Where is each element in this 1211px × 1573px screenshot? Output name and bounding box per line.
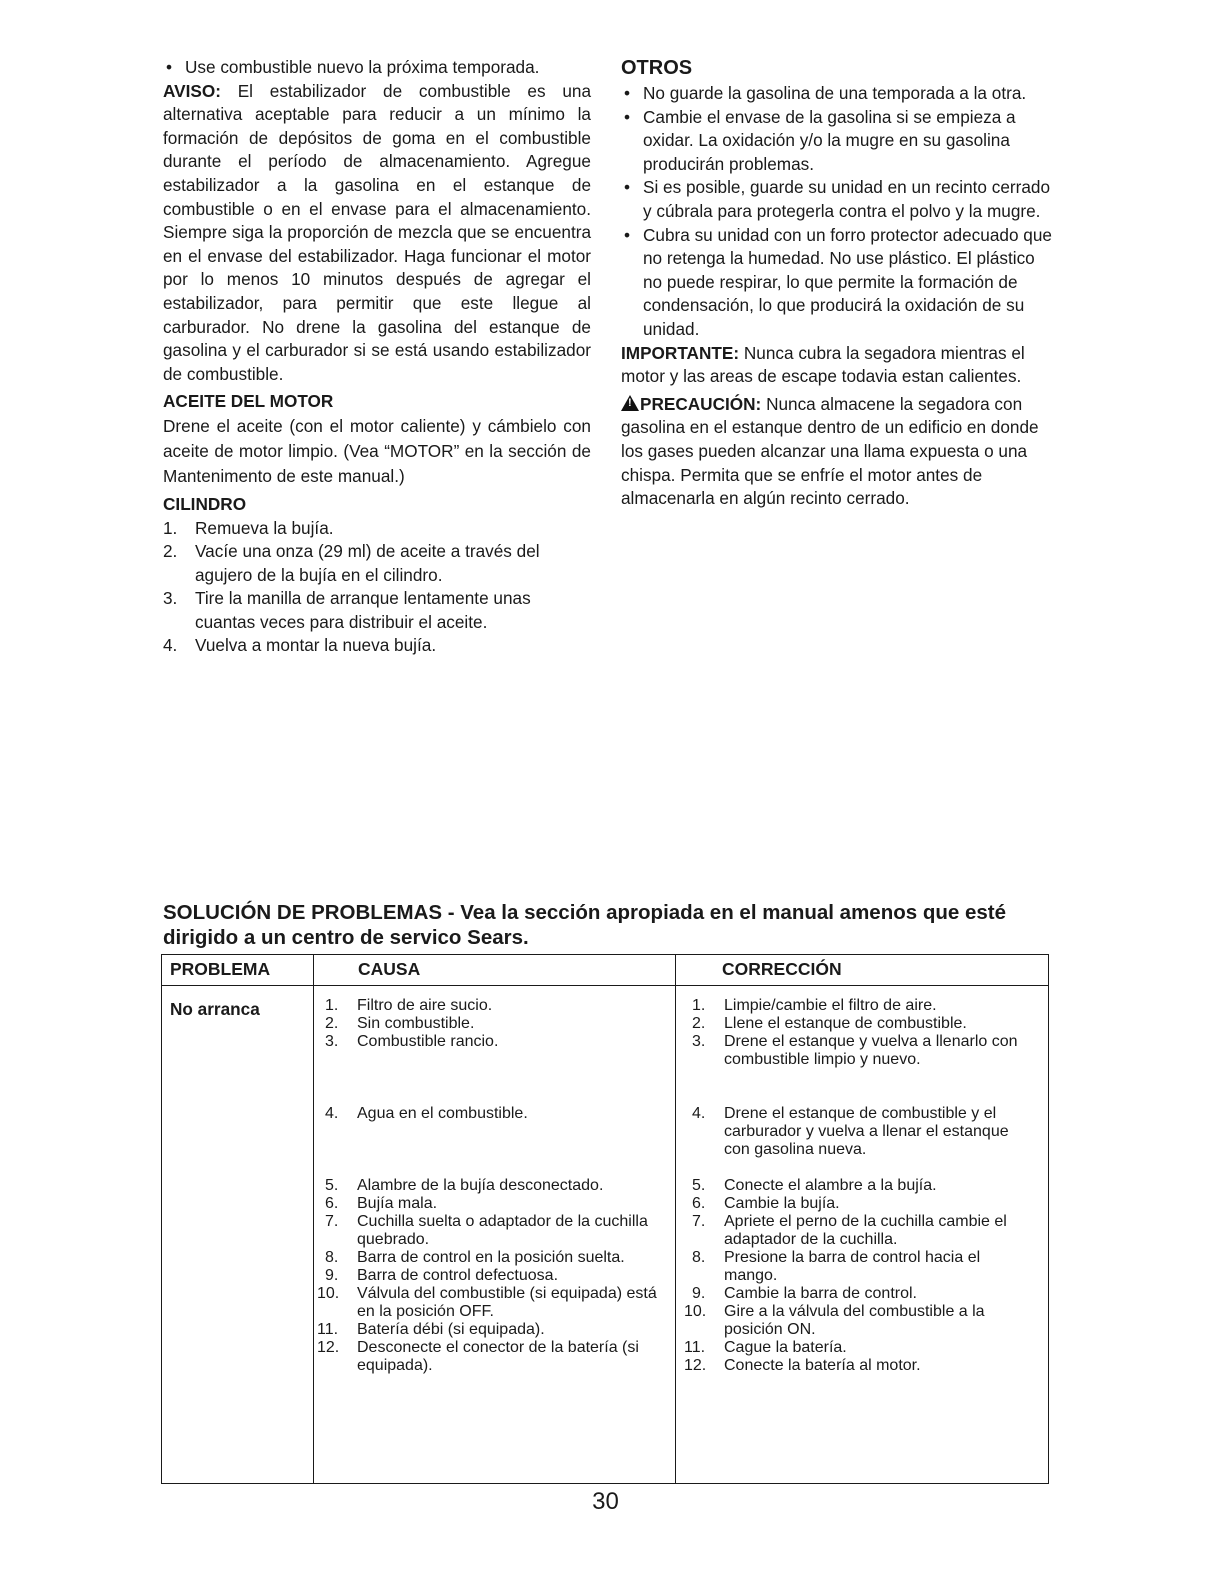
correction-item: 5. Conecte el alambre a la bujía. [692, 1177, 937, 1194]
precaucion-text: Nunca almacene la segadora con gasolina en el estanque dentro de un edificio en donde los gases pueden alcanzar una llama expuesta o una chispa. Permita que se enfríe el motor antes de almacenarla en algún recinto cerrado. [621, 393, 1039, 509]
cilindro-steps [163, 517, 591, 659]
otros-bullet: • Cubra su unidad con un forro protector adecuado que no retenga la humedad. No use plástico. El plástico no puede respirar, lo que permite la formación de condensación, lo que producirá la oxidación de su unidad. [621, 224, 1053, 342]
problem-cell: No arranca [170, 999, 260, 1019]
correction-item: 10. Gire a la válvula del combustible a la posición ON. [684, 1303, 985, 1338]
cause-item: 6. Bujía mala. [325, 1195, 438, 1212]
cause-item: 4. Agua en el combustible. [325, 1105, 528, 1122]
table-divider [313, 955, 314, 1483]
header-causa: CAUSA [358, 959, 421, 979]
aceite-heading: ACEITE DEL MOTOR [163, 391, 334, 412]
aviso-paragraph [163, 80, 591, 387]
warning-triangle-icon [621, 395, 639, 411]
cause-item: 3. Combustible rancio. [325, 1033, 499, 1050]
importante-paragraph [621, 342, 1053, 389]
header-problema: PROBLEMA [170, 959, 271, 979]
cilindro-heading: CILINDRO [163, 493, 247, 514]
otros-bullet: • Si es posible, guarde su unidad en un recinto cerrado y cúbrala para protegerla contra el polvo y la mugre. [621, 176, 1053, 223]
cause-list [317, 997, 677, 1375]
cause-item: 10. Válvula del combustible (si equipada) está en la posición OFF. [317, 1285, 657, 1320]
precaucion-label: PRECAUCIÓN: [640, 393, 762, 414]
cause-item: 5. Alambre de la bujía desconectado. [325, 1177, 604, 1194]
cause-item: 9. Barra de control defectuosa. [325, 1267, 559, 1284]
otros-bullet: • Cambie el envase de la gasolina si se empieza a oxidar. La oxidación y/o la mugre en su gasolina producirán problemas. [621, 106, 1053, 177]
correction-item: 7. Apriete el perno de la cuchilla cambie el adaptador de la cuchilla. [692, 1213, 1007, 1248]
correction-item: 2. Llene el estanque de combustible. [692, 1015, 967, 1032]
correction-item: 1. Limpie/cambie el filtro de aire. [692, 997, 937, 1014]
otros-heading: OTROS [621, 57, 693, 79]
right-column [621, 56, 1053, 511]
correction-item: 4. Drene el estanque de combustible y el carburador y vuelva a llenar el estanque con gasolina nueva. [692, 1105, 1009, 1158]
cilindro-step: 1. Remueva la bujía. [163, 517, 334, 538]
correction-item: 11. Cague la batería. [684, 1339, 847, 1356]
fuel-bullet: • Use combustible nuevo la próxima temporada. [163, 56, 591, 80]
troubleshooting-title: SOLUCIÓN DE PROBLEMAS - Vea la sección apropiada en el manual amenos que esté dirigido a un centro de servico Sears. [163, 901, 1007, 949]
table-header-rule [162, 985, 1048, 986]
cilindro-step: 2. Vacíe una onza (29 ml) de aceite a través del agujero de la bujía en el cilindro. [163, 541, 540, 585]
aviso-text: El estabilizador de combustible es una alternativa aceptable para reducir a un mínimo la formación de depósitos de goma en el combustible durante el período de almacenamiento. Agregue estabilizador a la gasolina en el estanque de combustible o en el envase para el almacenamiento. Siempre siga la proporción de mezcla que se encuentra en el envase del estabilizador. Haga funcionar el motor por lo menos 10 minutos después de agregar el estabilizador, para permitir que este llegue al carburador. No drene la gasolina del estanque de gasolina y el carburador si se está usando estabilizador de combustible. [163, 80, 592, 384]
cilindro-step: 4. Vuelva a montar la nueva bujía. [163, 635, 437, 656]
importante-text: Nunca cubra la segadora mientras el motor y las areas de escape todavia estan calientes. [621, 342, 1025, 387]
cilindro-step: 3. Tire la manilla de arranque lentamente unas cuantas veces para distribuir el aceite. [163, 588, 531, 632]
correction-item: 9. Cambie la barra de control. [692, 1285, 917, 1302]
correction-item: 3. Drene el estanque y vuelva a llenarlo con combustible limpio y nuevo. [692, 1033, 1018, 1068]
page-number: 30 [592, 1488, 619, 1515]
header-correccion: CORRECCIÓN [722, 959, 842, 979]
cause-item: 2. Sin combustible. [325, 1015, 475, 1032]
correction-item: 8. Presione la barra de control hacia el mango. [692, 1249, 981, 1284]
aceite-text: Drene el aceite (con el motor caliente) y cámbielo con aceite de motor limpio. (Vea “MOTOR” en la sección de Mantenimento de este manual.) [163, 415, 591, 486]
precaucion-paragraph [621, 393, 1053, 511]
aviso-label: AVISO: [163, 80, 221, 101]
cause-item: 12. Desconecte el conector de la batería (si equipada). [317, 1339, 639, 1374]
cause-item: 8. Barra de control en la posición suelta. [325, 1249, 625, 1266]
importante-label: IMPORTANTE: [621, 342, 740, 363]
correction-item: 12. Conecte la batería al motor. [684, 1357, 921, 1374]
correction-list [684, 997, 1034, 1375]
cause-item: 1. Filtro de aire sucio. [325, 997, 493, 1014]
otros-bullet: • No guarde la gasolina de una temporada a la otra. [621, 82, 1053, 106]
cause-item: 7. Cuchilla suelta o adaptador de la cuchilla quebrado. [325, 1213, 648, 1248]
cause-item: 11. Batería débi (si equipada). [317, 1321, 545, 1338]
left-column [163, 56, 591, 658]
troubleshooting-table [161, 954, 1049, 1484]
correction-item: 6. Cambie la bujía. [692, 1195, 840, 1212]
